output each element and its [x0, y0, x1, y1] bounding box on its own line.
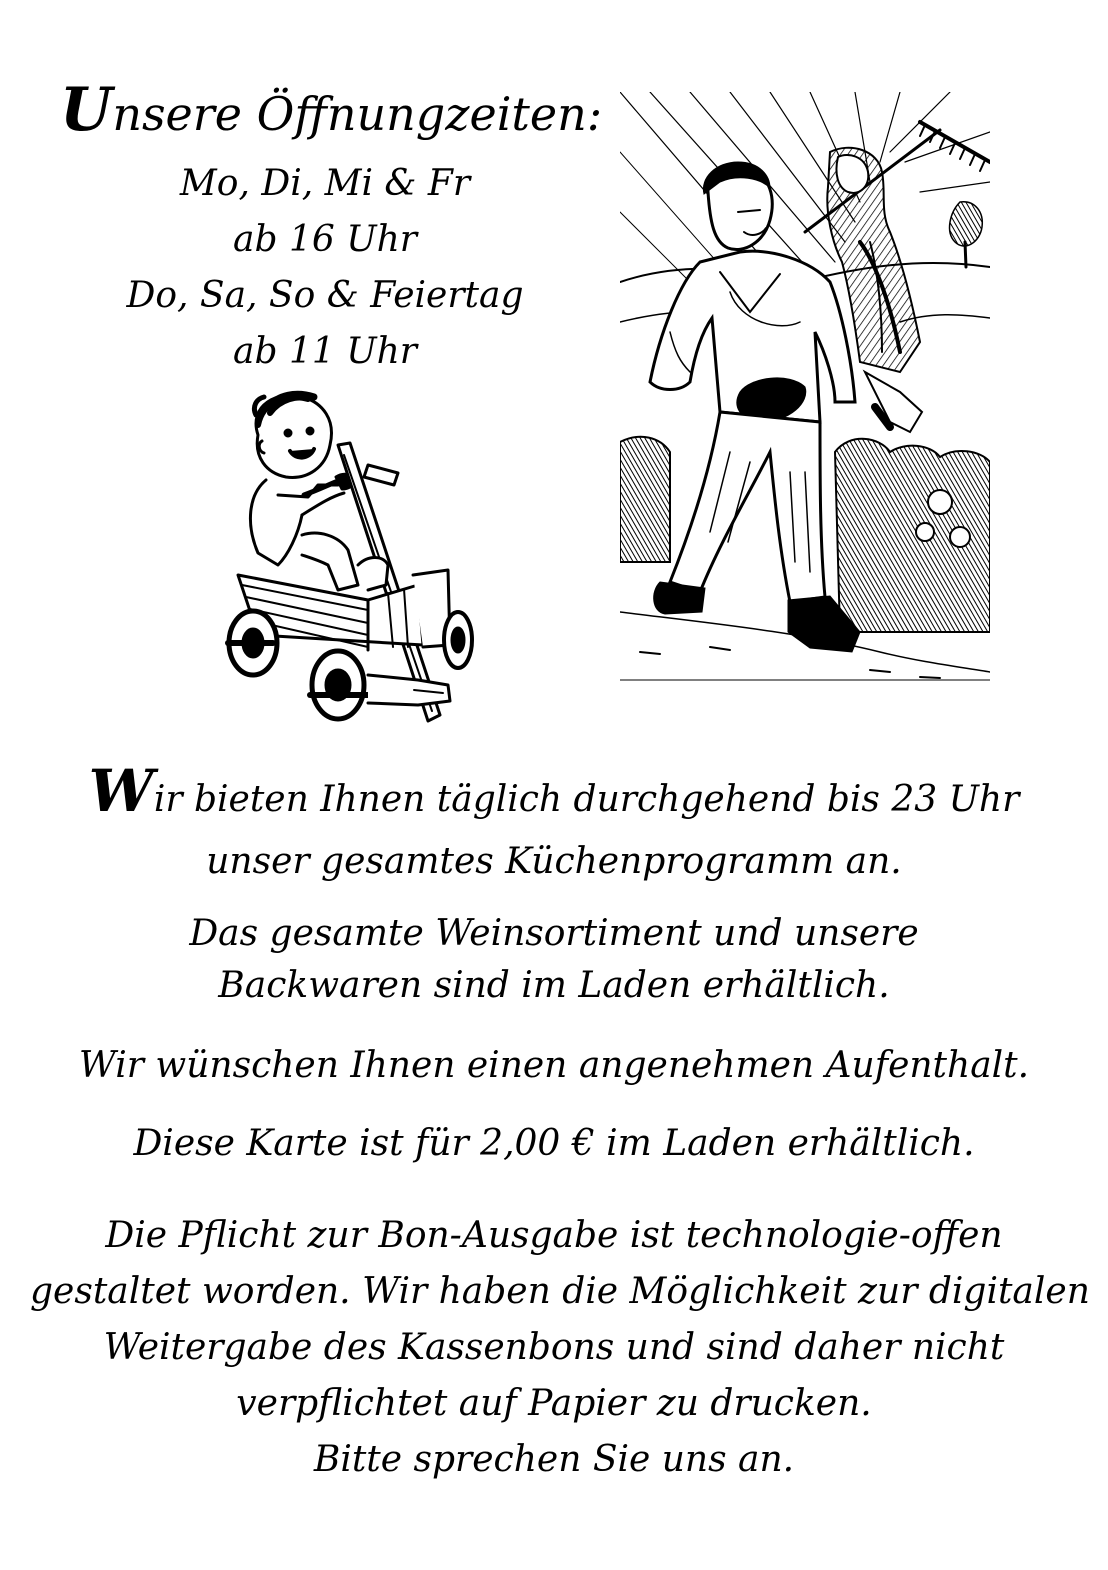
- receipt-line-4: verpflichtet auf Papier zu drucken.: [236, 1383, 872, 1424]
- kitchen-hours-paragraph: [30, 757, 1078, 893]
- kitchen-line-1-text: ir bieten Ihnen täglich durchgehend bis 23 Uhr: [153, 779, 1020, 820]
- wine-line-1: Das gesamte Weinsortiment und unsere: [189, 913, 919, 954]
- receipt-line-2: gestaltet worden. Wir haben die Möglichkeit zur digitalen: [30, 1271, 1090, 1312]
- wine-paragraph: [30, 908, 1078, 1012]
- opening-hours-title: [60, 75, 603, 146]
- card-price-text: Diese Karte ist für 2,00 € im Laden erhältlich.: [133, 1123, 975, 1164]
- child-wagon-svg: [218, 385, 480, 747]
- kitchen-line-2: unser gesamtes Küchenprogramm an.: [206, 841, 902, 882]
- hours-line-weekend-time: ab 11 Uhr: [233, 331, 417, 372]
- kitchen-line-1: [30, 757, 1078, 831]
- title-initial: U: [60, 75, 113, 145]
- opening-hours: [60, 75, 603, 380]
- receipt-line-5: Bitte sprechen Sie uns an.: [313, 1439, 795, 1480]
- hours-line-weekdays: Mo, Di, Mi & Fr: [179, 163, 471, 204]
- wine-line-2: Backwaren sind im Laden erhältlich.: [218, 965, 890, 1006]
- farmer-couple-svg: [620, 92, 990, 686]
- title-rest: nsere Öffnungzeiten:: [112, 87, 603, 141]
- child-wagon-illustration: [218, 385, 480, 747]
- receipt-paragraph: [30, 1208, 1090, 1488]
- hours-line-weekdays-time: ab 16 Uhr: [233, 219, 417, 260]
- receipt-line-3: Weitergabe des Kassenbons und sind daher nicht: [103, 1327, 1005, 1368]
- hours-line-weekend: Do, Sa, So & Feiertag: [126, 275, 524, 316]
- receipt-line-1: Die Pflicht zur Bon-Ausgabe ist technologie-offen: [105, 1215, 1003, 1256]
- kitchen-initial: W: [88, 757, 154, 825]
- farmer-couple-illustration: [620, 92, 990, 686]
- greeting-text: Wir wünschen Ihnen einen angenehmen Aufenthalt.: [78, 1045, 1030, 1086]
